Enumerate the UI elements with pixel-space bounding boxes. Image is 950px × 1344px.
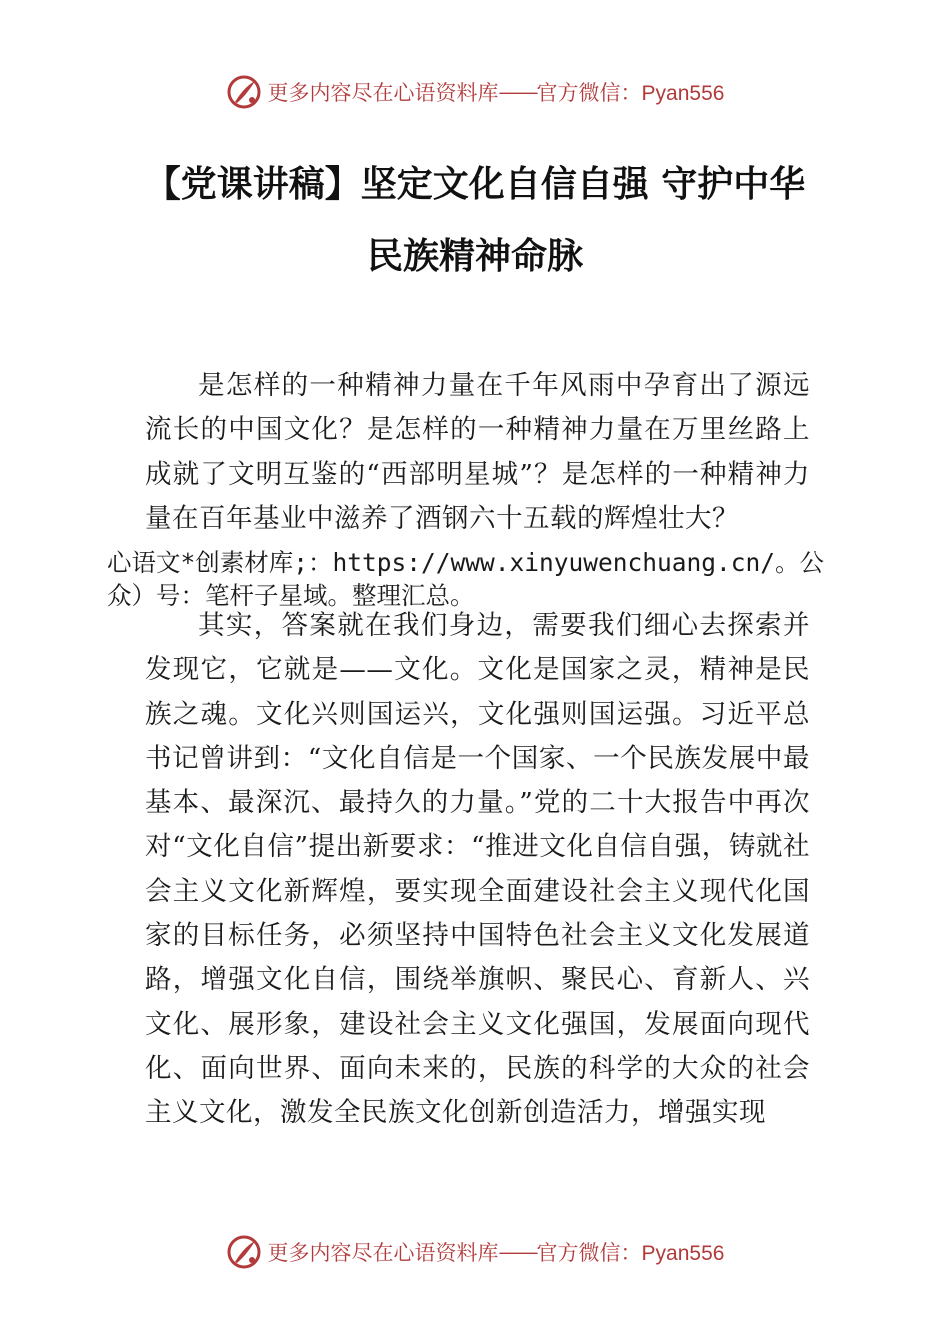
banner-wechat: 官方微信：Pyan556: [536, 82, 725, 105]
banner-separator-2: —: [517, 80, 537, 104]
banner-separator: —: [498, 80, 518, 104]
quill-pen-logo-icon: [226, 1234, 262, 1270]
footer-banner-wechat: 官方微信：Pyan556: [536, 1242, 725, 1265]
paragraph-1: 是怎样的一种精神力量在千年风雨中孕育出了源远流长的中国文化？是怎样的一种精神力量在万里丝路上成就了文明互鉴的“西部明星城”？是怎样的一种精神力量在百年基业中滋养了酒钢六十五载的辉煌壮大？: [145, 370, 810, 534]
document-title-line-1: 【党课讲稿】坚定文化自信自强 守护中华: [144, 164, 806, 205]
banner-text: 更多内容尽在心语资料库: [267, 81, 499, 105]
header-banner: [0, 70, 950, 114]
footer-banner: [0, 1230, 950, 1274]
document-title-line-2: 民族精神命脉: [366, 236, 583, 277]
footer-banner-separator-2: —: [517, 1240, 537, 1264]
paragraph-2: 其实，答案就在我们身边，需要我们细心去探索并发现它，它就是——文化。文化是国家之灵，精神是民族之魂。文化兴则国运兴，文化强则国运强。习近平总书记曾讲到：“文化自信是一个国家、一个民族发展中最基本、最深沉、最持久的力量。”党的二十大报告中再次对“文化自信”提出新要求：“推进文化自信自强，铸就社会主义文化新辉煌，要实现全面建设社会主义现代化国家的目标任务，必须坚持中国特色社会主义文化发展道路，增强文化自信，围绕举旗帜、聚民心、育新人、兴文化、展形象，建设社会主义文化强国，发展面向现代化、面向世界、面向未来的，民族的科学的大众的社会主义文化，激发全民族文化创新创造活力，增强实现: [145, 610, 810, 1129]
source-note: 心语文*创素材库;：https://www.xinyuwenchuang.cn/。公众）号：笔杆子星域。整理汇总。: [107, 548, 825, 610]
footer-banner-separator: —: [498, 1240, 518, 1264]
footer-banner-text: 更多内容尽在心语资料库: [267, 1241, 499, 1265]
quill-pen-logo-icon: [226, 74, 262, 110]
